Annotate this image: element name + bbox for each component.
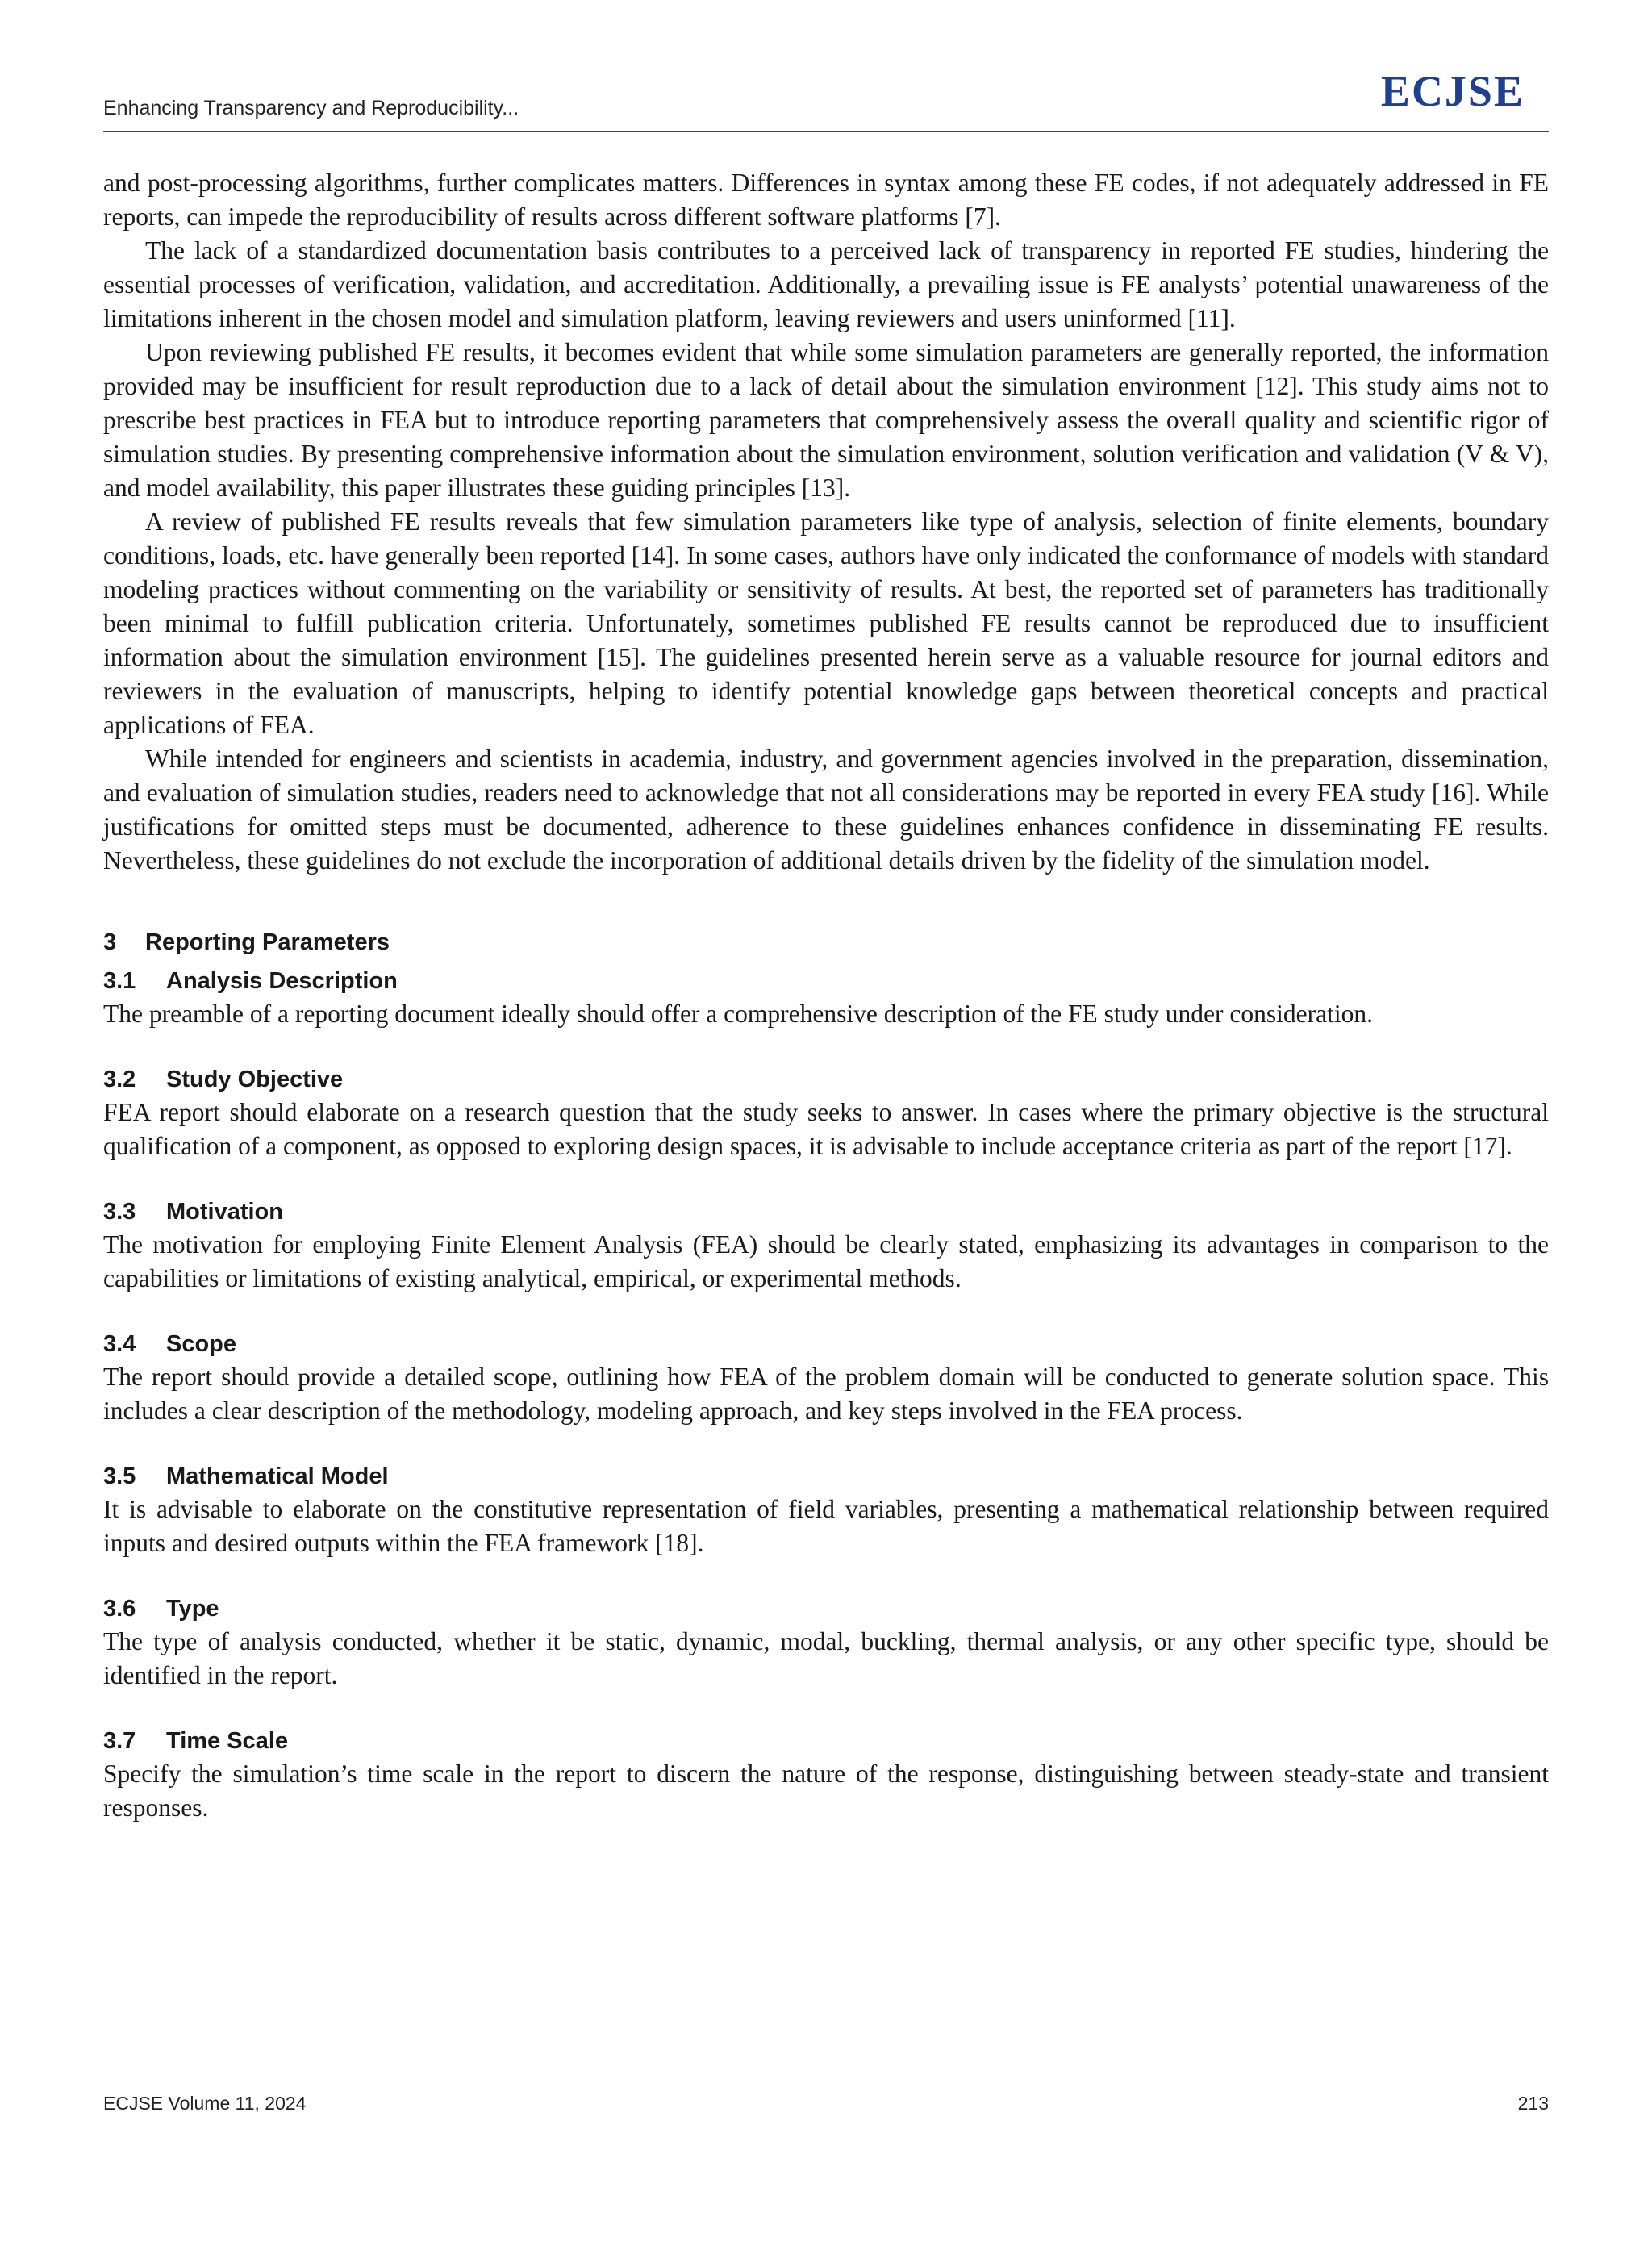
subsection-title: Study Objective — [166, 1067, 344, 1092]
subsection-title: Motivation — [166, 1199, 283, 1225]
subsection-number: 3.2 — [103, 1067, 136, 1092]
subsection-text-3-6: The type of analysis conducted, whether it be static, dynamic, modal, buckling, thermal analysis, or any other specific type, should be identified in the report. — [103, 1627, 1549, 1689]
running-title: Enhancing Transparency and Reproducibility... — [103, 97, 519, 119]
subsection-title: Mathematical Model — [166, 1463, 389, 1489]
body-paragraph-2: The lack of a standardized documentation basis contributes to a perceived lack of transparency in reported FE studies, hindering the essential processes of verification, validation, and accreditation. Additionally, a prevailing issue is FE analysts’ potential unawareness of the limitations inherent in the chosen model and simulation platform, leaving reviewers and users uninformed [11]. — [103, 236, 1549, 332]
section-heading-3 — [103, 926, 1549, 958]
body-paragraph-4: A review of published FE results reveals that few simulation parameters like type of analysis, selection of finite elements, boundary conditions, loads, etc. have generally been reported [14]. In some cases, authors have only indicated the conformance of models with standard modeling practices without commenting on the variability or sensitivity of results. At best, the reported set of parameters has traditionally been minimal to fulfill publication criteria. Unfortunately, sometimes published FE results cannot be reproduced due to insufficient information about the simulation environment [15]. The guidelines presented herein serve as a valuable resource for journal editors and reviewers in the evaluation of manuscripts, helping to identify potential knowledge gaps between theoretical concepts and practical applications of FEA. — [103, 507, 1549, 739]
body-paragraph-3: Upon reviewing published FE results, it becomes evident that while some simulation parameters are generally reported, the information provided may be insufficient for result reproduction due to a lack of detail about the simulation environment [12]. This study aims not to prescribe best practices in FEA but to introduce reporting parameters that comprehensively assess the overall quality and scientific rigor of simulation studies. By presenting comprehensive information about the simulation environment, solution verification and validation (V & V), and model availability, this paper illustrates these guiding principles [13]. — [103, 338, 1549, 502]
section-title: Reporting Parameters — [145, 929, 390, 955]
subsection-text-3-5: It is advisable to elaborate on the constitutive representation of field variables, presenting a mathematical relationship between required inputs and desired outputs within the FEA framework [18]. — [103, 1495, 1549, 1557]
page-header — [103, 66, 1549, 132]
subsection-text-3-3: The motivation for employing Finite Element Analysis (FEA) should be clearly stated, emphasizing its advantages in comparison to the capabilities or limitations of existing analytical, empirical, or experimental methods. — [103, 1230, 1549, 1292]
page-footer — [103, 2093, 1549, 2114]
subsection-number: 3.6 — [103, 1596, 136, 1622]
subsection-title: Analysis Description — [166, 968, 398, 994]
subsection-heading-3-7 — [103, 1725, 1549, 1757]
subsection-number: 3.1 — [103, 968, 136, 994]
subsection-heading-3-5 — [103, 1460, 1549, 1492]
subsection-text-3-2: FEA report should elaborate on a research question that the study seeks to answer. In cases where the primary objective is the structural qualification of a component, as opposed to exploring design spaces, it is advisable to include acceptance criteria as part of the report [17]. — [103, 1098, 1549, 1160]
header-divider — [103, 131, 1549, 132]
section-number: 3 — [103, 929, 117, 955]
subsection-heading-3-1 — [103, 965, 1549, 997]
body-paragraph-5: While intended for engineers and scientists in academia, industry, and government agencies involved in the preparation, dissemination, and evaluation of simulation studies, readers need to acknowledge that not all considerations may be reported in every FEA study [16]. While justifications for omitted steps must be documented, adherence to these guidelines enhances confidence in disseminating FE results. Nevertheless, these guidelines do not exclude the incorporation of additional details driven by the fidelity of the simulation model. — [103, 745, 1549, 875]
subsection-number: 3.7 — [103, 1728, 136, 1754]
subsection-number: 3.3 — [103, 1199, 136, 1225]
body-paragraph-1: and post-processing algorithms, further complicates matters. Differences in syntax among these FE codes, if not adequately addressed in FE reports, can impede the reproducibility of results across different software platforms [7]. — [103, 169, 1549, 231]
subsection-number: 3.5 — [103, 1463, 136, 1489]
subsection-heading-3-3 — [103, 1196, 1549, 1228]
subsection-title: Scope — [166, 1331, 237, 1357]
subsection-text-3-1: The preamble of a reporting document ideally should offer a comprehensive description of the FE study under consideration. — [103, 1000, 1373, 1028]
subsection-title: Type — [166, 1596, 219, 1622]
subsection-heading-3-2 — [103, 1063, 1549, 1096]
article-body — [103, 166, 1549, 1825]
page-number: 213 — [1517, 2093, 1549, 2114]
subsection-title: Time Scale — [166, 1728, 289, 1754]
journal-volume: ECJSE Volume 11, 2024 — [103, 2093, 307, 2114]
subsection-text-3-7: Specify the simulation’s time scale in the report to discern the nature of the response, distinguishing between steady-state and transient responses. — [103, 1760, 1549, 1822]
subsection-number: 3.4 — [103, 1331, 136, 1357]
journal-logo: ECJSE — [1380, 67, 1525, 115]
subsection-text-3-4: The report should provide a detailed scope, outlining how FEA of the problem domain will be conducted to generate solution space. This includes a clear description of the methodology, modeling approach, and key steps involved in the FEA process. — [103, 1363, 1549, 1425]
subsection-heading-3-4 — [103, 1328, 1549, 1360]
subsection-heading-3-6 — [103, 1593, 1549, 1625]
